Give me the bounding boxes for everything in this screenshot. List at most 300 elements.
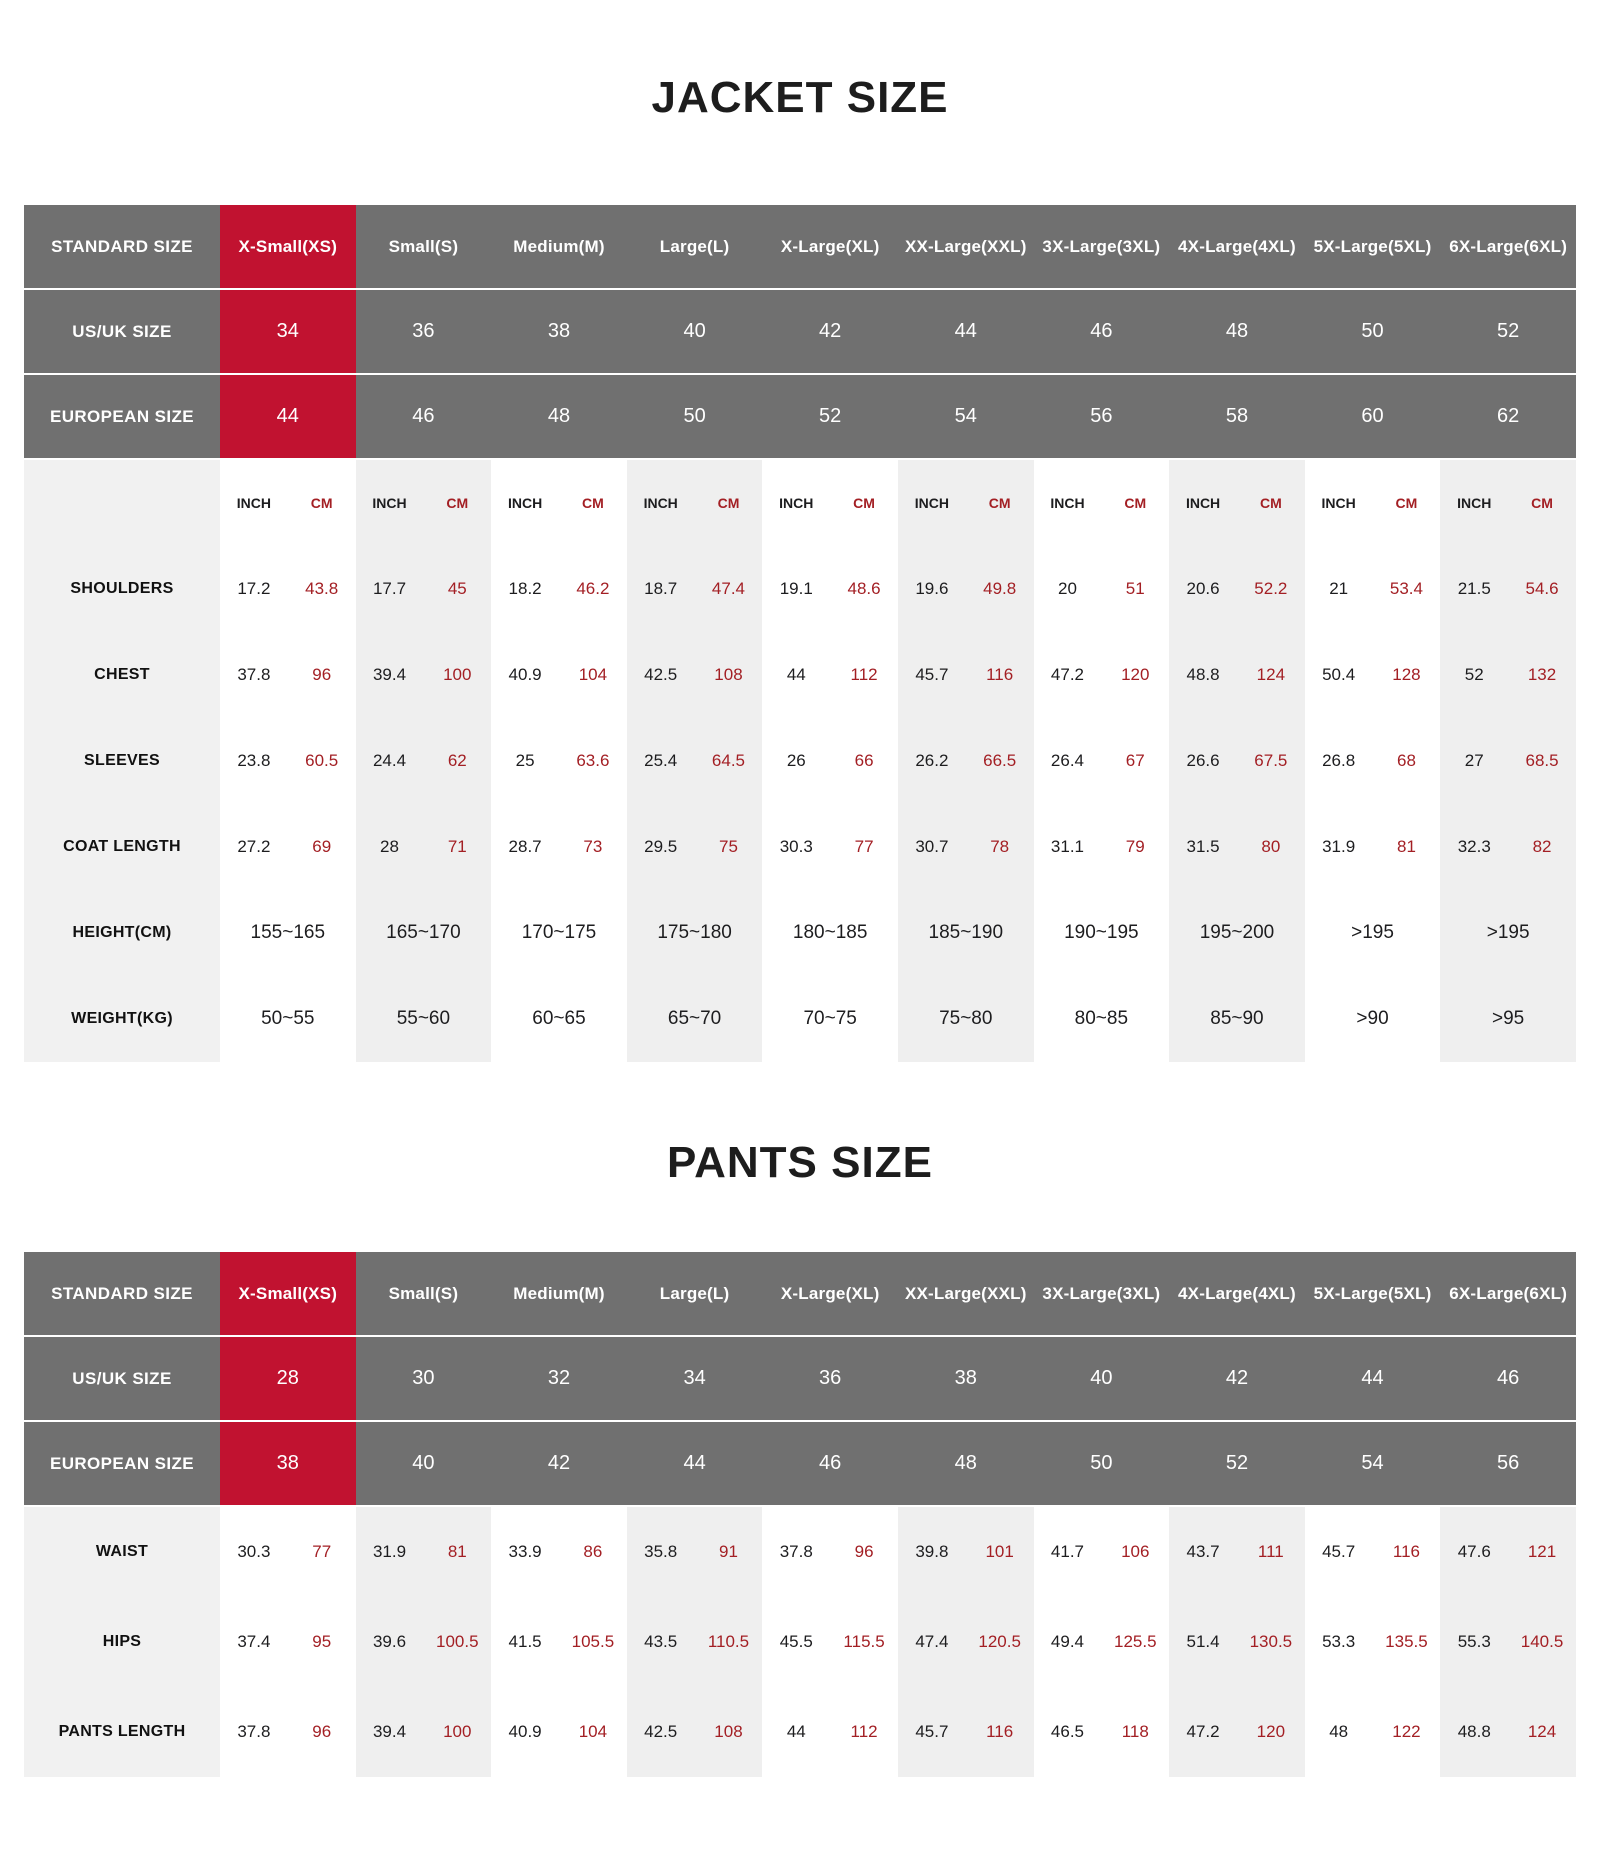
size-cell: [627, 1687, 763, 1777]
size-cell: [356, 1687, 492, 1777]
cm-value: 118: [1121, 1722, 1149, 1741]
size-cell: 40: [627, 290, 763, 373]
inch-value: 53.3: [1322, 1632, 1356, 1651]
size-cell: [1440, 546, 1576, 632]
cm-value: 66: [854, 751, 874, 770]
cm-unit-label: CM: [1259, 495, 1282, 511]
inch-value: 41.5: [508, 1632, 542, 1651]
inch-value: 24.4: [372, 751, 407, 770]
inch-value: 44: [786, 1722, 806, 1741]
size-cell: 190~195: [1034, 890, 1170, 976]
size-cell: 50~55: [220, 976, 356, 1062]
size-cell: 3X-Large(3XL): [1034, 205, 1170, 288]
inch-unit-label: INCH: [372, 495, 407, 511]
cm-value: 100: [443, 1722, 472, 1741]
measure-row-weight-kg: [24, 976, 1576, 1062]
size-cell: 6X-Large(6XL): [1440, 205, 1576, 288]
inch-value: 48: [1329, 1722, 1349, 1741]
size-cell: [898, 1597, 1034, 1687]
cm-value: 120.5: [978, 1632, 1021, 1651]
row-label: SLEEVES: [24, 718, 220, 804]
row-label: STANDARD SIZE: [24, 1252, 220, 1335]
pants-size-title: PANTS SIZE: [667, 1138, 933, 1187]
inch-value: 48.8: [1457, 1722, 1491, 1741]
header-row-standard-size: [24, 205, 1576, 290]
row-label: WEIGHT(KG): [24, 976, 220, 1062]
header-row-european-size: [24, 1422, 1576, 1507]
measure-row-height-cm: [24, 890, 1576, 976]
cm-value: 68.5: [1525, 751, 1559, 770]
size-cell: X-Large(XL): [762, 1252, 898, 1335]
inch-value: 33.9: [508, 1542, 542, 1561]
cm-value: 105.5: [571, 1632, 615, 1651]
inch-unit-label: INCH: [507, 495, 543, 511]
size-cell: 44: [1305, 1337, 1441, 1420]
inch-value: 20.6: [1186, 579, 1220, 598]
inch-value: 29.5: [644, 837, 678, 856]
header-row-us-uk-size: [24, 1337, 1576, 1422]
size-cell: [1169, 1507, 1305, 1597]
size-cell: 42: [491, 1422, 627, 1505]
inch-value: 21: [1329, 579, 1349, 598]
row-label: US/UK SIZE: [24, 1337, 220, 1420]
cm-value: 100.5: [436, 1632, 479, 1651]
size-cell: [1034, 1597, 1170, 1687]
unit-cell: [356, 460, 492, 546]
inch-value: 40.9: [508, 665, 542, 684]
inch-value: 19.6: [915, 579, 949, 598]
size-cell: [627, 546, 763, 632]
cm-value: 69: [312, 837, 332, 856]
row-label: EUROPEAN SIZE: [24, 375, 220, 458]
inch-value: 18.7: [644, 579, 678, 598]
cm-value: 77: [854, 837, 874, 856]
inch-value: 26.6: [1186, 751, 1220, 770]
size-cell: [762, 1597, 898, 1687]
inch-value: 43.5: [644, 1632, 678, 1651]
size-cell: 65~70: [627, 976, 763, 1062]
size-cell: 38: [220, 1422, 356, 1505]
size-cell: [898, 804, 1034, 890]
size-cell: [1169, 632, 1305, 718]
inch-value: 52: [1464, 665, 1484, 684]
size-cell: 5X-Large(5XL): [1305, 205, 1441, 288]
cm-value: 120: [1256, 1722, 1286, 1741]
inch-value: 30.3: [237, 1542, 271, 1561]
measure-row-chest: [24, 632, 1576, 718]
cm-value: 77: [312, 1542, 332, 1561]
size-cell: 58: [1169, 375, 1305, 458]
inch-value: 17.7: [372, 579, 407, 598]
size-cell: 70~75: [762, 976, 898, 1062]
size-cell: 46: [1034, 290, 1170, 373]
measure-row-pants-length: [24, 1687, 1576, 1777]
size-cell: [1034, 804, 1170, 890]
measure-row-coat-length: [24, 804, 1576, 890]
inch-value: 31.5: [1186, 837, 1220, 856]
size-cell: Small(S): [356, 1252, 492, 1335]
inch-value: 55.3: [1457, 1632, 1491, 1651]
unit-cell: [762, 460, 898, 546]
inch-value: 23.8: [237, 751, 271, 770]
size-cell: 42: [762, 290, 898, 373]
inch-value: 44: [786, 665, 806, 684]
inch-value: 25.4: [644, 751, 678, 770]
size-cell: [1034, 632, 1170, 718]
cm-value: 121: [1527, 1542, 1557, 1561]
size-cell: 36: [762, 1337, 898, 1420]
size-cell: >195: [1440, 890, 1576, 976]
size-cell: 54: [1305, 1422, 1441, 1505]
size-cell: 50: [1305, 290, 1441, 373]
unit-cell: [491, 460, 627, 546]
size-cell: Large(L): [627, 1252, 763, 1335]
size-cell: 46: [762, 1422, 898, 1505]
size-cell: [762, 1507, 898, 1597]
size-cell: 5X-Large(5XL): [1305, 1252, 1441, 1335]
cm-value: 63.6: [576, 751, 610, 770]
size-cell: [1169, 546, 1305, 632]
size-cell: 44: [627, 1422, 763, 1505]
inch-value: 27.2: [237, 837, 271, 856]
size-cell: [898, 1507, 1034, 1597]
cm-value: 91: [719, 1542, 738, 1561]
size-cell: 46: [1440, 1337, 1576, 1420]
size-cell: 44: [220, 375, 356, 458]
cm-value: 80: [1261, 837, 1281, 856]
row-label: EUROPEAN SIZE: [24, 1422, 220, 1505]
size-cell: 60: [1305, 375, 1441, 458]
row-label-empty: [24, 460, 220, 546]
size-cell: 52: [1169, 1422, 1305, 1505]
cm-value: 116: [986, 665, 1014, 684]
jacket-size-table: [24, 205, 1576, 1062]
inch-unit-label: INCH: [1321, 495, 1356, 511]
size-cell: 3X-Large(3XL): [1034, 1252, 1170, 1335]
size-cell: [491, 632, 627, 718]
size-cell: 6X-Large(6XL): [1440, 1252, 1576, 1335]
inch-value: 35.8: [644, 1542, 678, 1561]
size-cell: 195~200: [1169, 890, 1305, 976]
cm-value: 51: [1125, 579, 1145, 598]
size-cell: [491, 1507, 627, 1597]
size-cell: [356, 718, 492, 804]
inch-value: 42.5: [644, 1722, 678, 1741]
inch-value: 46.5: [1050, 1722, 1084, 1741]
cm-unit-label: CM: [310, 495, 333, 511]
size-cell: [356, 1507, 492, 1597]
pants-size-section: [0, 1062, 1600, 1777]
cm-value: 116: [1392, 1542, 1420, 1561]
size-cell: [898, 718, 1034, 804]
size-cell: [1440, 1507, 1576, 1597]
cm-value: 43.8: [305, 579, 339, 598]
size-cell: 185~190: [898, 890, 1034, 976]
cm-value: 124: [1256, 665, 1286, 684]
size-cell: 165~170: [356, 890, 492, 976]
size-cell: [762, 718, 898, 804]
size-cell: [1169, 718, 1305, 804]
row-label: HEIGHT(CM): [24, 890, 220, 976]
inch-value: 26.2: [915, 751, 949, 770]
inch-value: 31.9: [372, 1542, 407, 1561]
size-cell: [627, 804, 763, 890]
size-cell: [627, 1597, 763, 1687]
cm-value: 112: [850, 665, 878, 684]
size-cell: 34: [220, 290, 356, 373]
measure-row-hips: [24, 1597, 1576, 1687]
inch-value: 37.8: [779, 1542, 813, 1561]
size-cell: [356, 1597, 492, 1687]
size-cell: XX-Large(XXL): [898, 1252, 1034, 1335]
inch-unit-label: INCH: [236, 495, 272, 511]
size-cell: [627, 1507, 763, 1597]
size-cell: 42: [1169, 1337, 1305, 1420]
size-cell: [491, 804, 627, 890]
measure-row-waist: [24, 1507, 1576, 1597]
size-cell: [1305, 1687, 1441, 1777]
cm-value: 75: [719, 837, 738, 856]
size-cell: X-Small(XS): [220, 1252, 356, 1335]
unit-cell: [627, 460, 763, 546]
size-cell: 85~90: [1169, 976, 1305, 1062]
cm-value: 66.5: [983, 751, 1017, 770]
size-cell: X-Large(XL): [762, 205, 898, 288]
cm-value: 67.5: [1254, 751, 1288, 770]
row-label: PANTS LENGTH: [24, 1687, 220, 1777]
size-cell: [1440, 632, 1576, 718]
cm-value: 45: [447, 579, 467, 598]
size-cell: 32: [491, 1337, 627, 1420]
cm-value: 135.5: [1385, 1632, 1428, 1651]
size-cell: 52: [1440, 290, 1576, 373]
inch-value: 37.8: [237, 1722, 271, 1741]
size-cell: 34: [627, 1337, 763, 1420]
header-row-european-size: [24, 375, 1576, 460]
cm-value: 108: [714, 665, 743, 684]
size-cell: [1169, 804, 1305, 890]
pants-size-table: [24, 1252, 1576, 1777]
cm-unit-label: CM: [1531, 495, 1553, 511]
cm-value: 96: [854, 1542, 874, 1561]
inch-value: 27: [1464, 751, 1484, 770]
unit-cell: [1440, 460, 1576, 546]
header-row-standard-size: [24, 1252, 1576, 1337]
size-cell: [491, 546, 627, 632]
inch-value: 51.4: [1186, 1632, 1220, 1651]
size-cell: [220, 1507, 356, 1597]
cm-value: 64.5: [711, 751, 746, 770]
inch-value: 48.8: [1186, 665, 1220, 684]
inch-unit-label: INCH: [914, 495, 949, 511]
size-cell: 4X-Large(4XL): [1169, 1252, 1305, 1335]
unit-cell: [898, 460, 1034, 546]
size-cell: 52: [762, 375, 898, 458]
size-cell: 46: [356, 375, 492, 458]
size-cell: 40: [356, 1422, 492, 1505]
size-cell: [1440, 804, 1576, 890]
inch-value: 21.5: [1457, 579, 1491, 598]
size-cell: [220, 718, 356, 804]
size-cell: [220, 632, 356, 718]
cm-unit-label: CM: [717, 495, 740, 511]
inch-value: 47.2: [1050, 665, 1084, 684]
size-cell: 175~180: [627, 890, 763, 976]
inch-value: 26.8: [1322, 751, 1356, 770]
row-label: SHOULDERS: [24, 546, 220, 632]
size-cell: 54: [898, 375, 1034, 458]
size-cell: 50: [627, 375, 763, 458]
cm-unit-label: CM: [853, 495, 875, 511]
cm-value: 115.5: [843, 1632, 885, 1651]
size-cell: [762, 1687, 898, 1777]
size-cell: [1034, 718, 1170, 804]
cm-unit-label: CM: [446, 495, 469, 511]
size-cell: 80~85: [1034, 976, 1170, 1062]
size-cell: 62: [1440, 375, 1576, 458]
size-cell: 38: [491, 290, 627, 373]
measure-row-shoulders: [24, 546, 1576, 632]
size-cell: [220, 546, 356, 632]
size-cell: [1305, 718, 1441, 804]
cm-value: 110.5: [707, 1632, 750, 1651]
size-cell: 55~60: [356, 976, 492, 1062]
row-label: COAT LENGTH: [24, 804, 220, 890]
size-cell: [1169, 1597, 1305, 1687]
cm-value: 104: [578, 665, 608, 684]
row-label: STANDARD SIZE: [24, 205, 220, 288]
size-cell: [1305, 1507, 1441, 1597]
cm-value: 73: [583, 837, 603, 856]
row-label: HIPS: [24, 1597, 220, 1687]
inch-unit-label: INCH: [1185, 495, 1221, 511]
cm-value: 95: [312, 1632, 332, 1651]
size-cell: 180~185: [762, 890, 898, 976]
inch-unit-label: INCH: [779, 495, 814, 511]
cm-value: 122: [1392, 1722, 1421, 1741]
cm-value: 128: [1392, 665, 1421, 684]
inch-value: 47.6: [1457, 1542, 1491, 1561]
inch-value: 39.4: [372, 665, 407, 684]
size-cell: >95: [1440, 976, 1576, 1062]
cm-value: 48.6: [847, 579, 881, 598]
size-cell: Medium(M): [491, 1252, 627, 1335]
size-cell: [356, 546, 492, 632]
inch-value: 47.4: [915, 1632, 949, 1651]
size-cell: 56: [1034, 375, 1170, 458]
inch-value: 26: [786, 751, 806, 770]
size-cell: [1305, 632, 1441, 718]
cm-value: 108: [714, 1722, 743, 1741]
size-cell: [1034, 546, 1170, 632]
size-cell: 40: [1034, 1337, 1170, 1420]
size-cell: [1034, 1687, 1170, 1777]
cm-value: 68: [1396, 751, 1416, 770]
row-label: US/UK SIZE: [24, 290, 220, 373]
cm-value: 112: [850, 1722, 878, 1741]
unit-cell: [1169, 460, 1305, 546]
cm-value: 86: [583, 1542, 603, 1561]
cm-unit-label: CM: [581, 495, 604, 511]
inch-value: 50.4: [1322, 665, 1356, 684]
size-cell: X-Small(XS): [220, 205, 356, 288]
inch-unit-label: INCH: [1050, 495, 1085, 511]
inch-value: 28: [380, 837, 399, 856]
jacket-size-title: JACKET SIZE: [651, 73, 949, 122]
cm-unit-label: CM: [988, 495, 1011, 511]
size-cell: 170~175: [491, 890, 627, 976]
size-cell: [491, 1597, 627, 1687]
cm-value: 82: [1532, 837, 1552, 856]
size-cell: [1440, 1687, 1576, 1777]
size-cell: [356, 804, 492, 890]
cm-unit-label: CM: [1395, 495, 1418, 511]
cm-value: 125.5: [1113, 1632, 1157, 1651]
cm-value: 52.2: [1254, 579, 1288, 598]
cm-value: 79: [1125, 837, 1145, 856]
cm-value: 96: [312, 665, 332, 684]
inch-value: 17.2: [237, 579, 271, 598]
inch-value: 49.4: [1050, 1632, 1084, 1651]
size-cell: [762, 804, 898, 890]
size-cell: [491, 1687, 627, 1777]
size-cell: [491, 718, 627, 804]
cm-value: 53.4: [1389, 579, 1423, 598]
size-cell: >195: [1305, 890, 1441, 976]
inch-value: 47.2: [1186, 1722, 1220, 1741]
cm-value: 78: [990, 837, 1010, 856]
cm-value: 47.4: [711, 579, 746, 598]
size-cell: [627, 632, 763, 718]
cm-value: 132: [1527, 665, 1557, 684]
unit-row: [24, 460, 1576, 546]
inch-value: 26.4: [1050, 751, 1084, 770]
cm-value: 46.2: [576, 579, 610, 598]
cm-value: 67: [1125, 751, 1145, 770]
inch-unit-label: INCH: [643, 495, 678, 511]
size-cell: 75~80: [898, 976, 1034, 1062]
inch-value: 39.4: [372, 1722, 407, 1741]
inch-value: 20: [1058, 579, 1077, 598]
cm-value: 60.5: [305, 751, 339, 770]
size-cell: 28: [220, 1337, 356, 1420]
cm-value: 81: [1396, 837, 1416, 856]
inch-value: 45.7: [1322, 1542, 1356, 1561]
inch-value: 39.6: [372, 1632, 407, 1651]
size-cell: Large(L): [627, 205, 763, 288]
cm-unit-label: CM: [1124, 495, 1147, 511]
cm-value: 100: [443, 665, 472, 684]
inch-value: 28.7: [508, 837, 542, 856]
inch-value: 30.3: [779, 837, 813, 856]
size-cell: [356, 632, 492, 718]
inch-value: 32.3: [1457, 837, 1491, 856]
inch-value: 18.2: [508, 579, 542, 598]
size-cell: XX-Large(XXL): [898, 205, 1034, 288]
size-cell: 30: [356, 1337, 492, 1420]
size-cell: [898, 632, 1034, 718]
size-cell: 4X-Large(4XL): [1169, 205, 1305, 288]
size-cell: [1034, 1507, 1170, 1597]
size-cell: 48: [491, 375, 627, 458]
unit-cell: [220, 460, 356, 546]
size-cell: 48: [898, 1422, 1034, 1505]
inch-value: 19.1: [779, 579, 813, 598]
inch-value: 37.8: [237, 665, 271, 684]
measure-row-sleeves: [24, 718, 1576, 804]
size-cell: [898, 1687, 1034, 1777]
size-cell: >90: [1305, 976, 1441, 1062]
